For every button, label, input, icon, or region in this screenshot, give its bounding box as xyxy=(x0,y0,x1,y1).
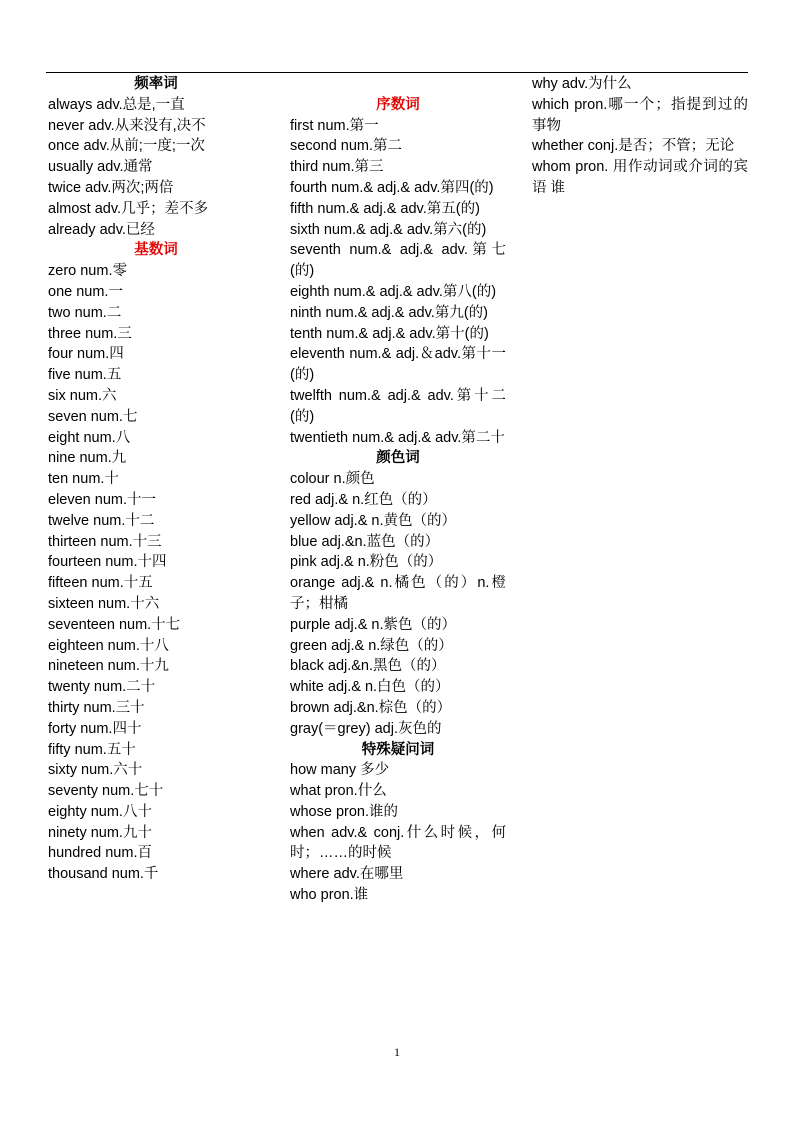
vocab-entry: whom pron. 用作动词或介词的宾语 谁 xyxy=(532,159,748,196)
vocab-entry: twice adv.两次;两倍 xyxy=(48,179,174,196)
vocab-entry: usually adv.通常 xyxy=(48,159,153,176)
vocab-entry: third num.第三 xyxy=(290,159,384,176)
vocab-entry: who pron.谁 xyxy=(290,887,369,904)
column-3 xyxy=(532,74,748,199)
vocab-entry: blue adj.&n.蓝色（的） xyxy=(290,533,440,550)
column-2 xyxy=(290,74,506,906)
vocab-entry: which pron.哪一个；指提到过的事物 xyxy=(532,96,748,134)
vocab-entry: three num.三 xyxy=(48,325,132,342)
vocab-entry: already adv.已经 xyxy=(48,221,155,238)
vocab-entry: four num.四 xyxy=(48,346,124,363)
vocab-entry: tenth num.& adj.& adv.第十(的) xyxy=(290,325,489,342)
vocab-entry: two num.二 xyxy=(48,304,122,321)
vocab-entry: nineteen num.十九 xyxy=(48,658,169,675)
vocab-entry: eleven num.十一 xyxy=(48,491,156,508)
vocab-entry: eighteen num.十八 xyxy=(48,637,169,654)
section-heading: 基数词 xyxy=(134,242,178,259)
vocab-entry: why adv.为什么 xyxy=(532,76,632,92)
vocab-entry: seventeen num.十七 xyxy=(48,616,181,633)
vocab-entry: black adj.&n.黑色（的） xyxy=(290,658,446,675)
page-number: 1 xyxy=(394,1045,400,1059)
vocab-entry: red adj.& n.红色（的） xyxy=(290,491,437,508)
section-heading: 特殊疑问词 xyxy=(361,741,435,758)
vocab-entry: eighth num.& adj.& adv.第八(的) xyxy=(290,283,497,300)
vocab-entry: ninth num.& adj.& adv.第九(的) xyxy=(290,304,488,321)
vocab-entry: pink adj.& n.粉色（的） xyxy=(290,554,443,571)
vocab-entry: fifteen num.十五 xyxy=(48,575,153,592)
vocab-entry: sixty num.六十 xyxy=(48,762,143,779)
vocab-entry: orange adj.& n.橘色（的）n.橙子；柑橘 xyxy=(290,575,506,612)
vocab-entry: purple adj.& n.紫色（的） xyxy=(290,616,457,633)
vocab-entry: when adv.& conj.什么时候，何时；……的时候 xyxy=(290,824,506,862)
section-heading: 颜色词 xyxy=(376,450,420,467)
spacer xyxy=(290,74,506,95)
vocab-entry: what pron.什么 xyxy=(290,783,387,800)
vocab-entry: eight num.八 xyxy=(48,429,131,446)
vocab-entry: eleventh num.& adj.＆adv.第十一(的) xyxy=(290,346,506,384)
vocab-entry: seventh num.& adj.& adv.第七(的) xyxy=(290,242,506,280)
vocab-entry: thirty num.三十 xyxy=(48,699,145,716)
vocab-entry: never adv.从来没有,决不 xyxy=(48,117,206,134)
vocab-entry: one num.一 xyxy=(48,283,123,300)
vocab-entry: whose pron.谁的 xyxy=(290,803,398,820)
vocab-entry: white adj.& n.白色（的） xyxy=(290,679,450,696)
vocab-entry: always adv.总是,一直 xyxy=(48,96,185,113)
vocab-entry: how many 多少 xyxy=(290,762,390,779)
vocab-entry: colour n.颜色 xyxy=(290,471,375,488)
vocab-entry: whether conj.是否；不管；无论 xyxy=(532,138,735,155)
vocab-entry: ninety num.九十 xyxy=(48,824,152,841)
vocab-entry: zero num.零 xyxy=(48,263,127,280)
vocab-entry: nine num.九 xyxy=(48,450,127,467)
vocab-entry: seventy num.七十 xyxy=(48,783,164,800)
vocab-entry: seven num.七 xyxy=(48,408,138,425)
vocab-entry: six num.六 xyxy=(48,387,117,404)
vocab-entry: eighty num.八十 xyxy=(48,803,152,820)
vocab-entry: sixteen num.十六 xyxy=(48,595,160,612)
vocab-entry: where adv.在哪里 xyxy=(290,866,404,883)
vocab-entry: fifth num.& adj.& adv.第五(的) xyxy=(290,200,480,217)
vocab-entry: hundred num.百 xyxy=(48,845,152,862)
vocab-entry: brown adj.&n.棕色（的） xyxy=(290,699,452,716)
vocab-entry: twentieth num.& adj.& adv.第二十 xyxy=(290,429,505,446)
vocab-entry: twelve num.十二 xyxy=(48,512,155,529)
vocab-entry: thirteen num.十三 xyxy=(48,533,162,550)
vocab-entry: almost adv.几乎；差不多 xyxy=(48,200,209,217)
vocab-entry: yellow adj.& n.黄色（的） xyxy=(290,512,456,529)
vocab-entry: sixth num.& adj.& adv.第六(的) xyxy=(290,221,487,238)
vocab-entry: twenty num.二十 xyxy=(48,679,156,696)
vocab-entry: first num.第一 xyxy=(290,117,379,134)
vocab-entry: forty num.四十 xyxy=(48,720,142,737)
section-heading: 频率词 xyxy=(134,76,178,92)
vocab-entry: five num.五 xyxy=(48,367,122,384)
vocab-entry: green adj.& n.绿色（的） xyxy=(290,637,453,654)
vocab-entry: fourteen num.十四 xyxy=(48,554,167,571)
vocab-entry: ten num.十 xyxy=(48,471,119,488)
vocab-entry: once adv.从前;一度;一次 xyxy=(48,138,205,155)
vocab-entry: fifty num.五十 xyxy=(48,741,136,758)
vocab-entry: second num.第二 xyxy=(290,138,403,155)
column-1 xyxy=(48,74,264,885)
header-rule xyxy=(46,72,748,73)
vocab-entry: twelfth num.& adj.& adv.第十二(的) xyxy=(290,387,506,425)
vocab-entry: gray(＝grey) adj.灰色的 xyxy=(290,720,442,737)
vocab-entry: thousand num.千 xyxy=(48,866,159,883)
section-heading: 序数词 xyxy=(376,96,420,113)
vocab-entry: fourth num.& adj.& adv.第四(的) xyxy=(290,179,494,196)
